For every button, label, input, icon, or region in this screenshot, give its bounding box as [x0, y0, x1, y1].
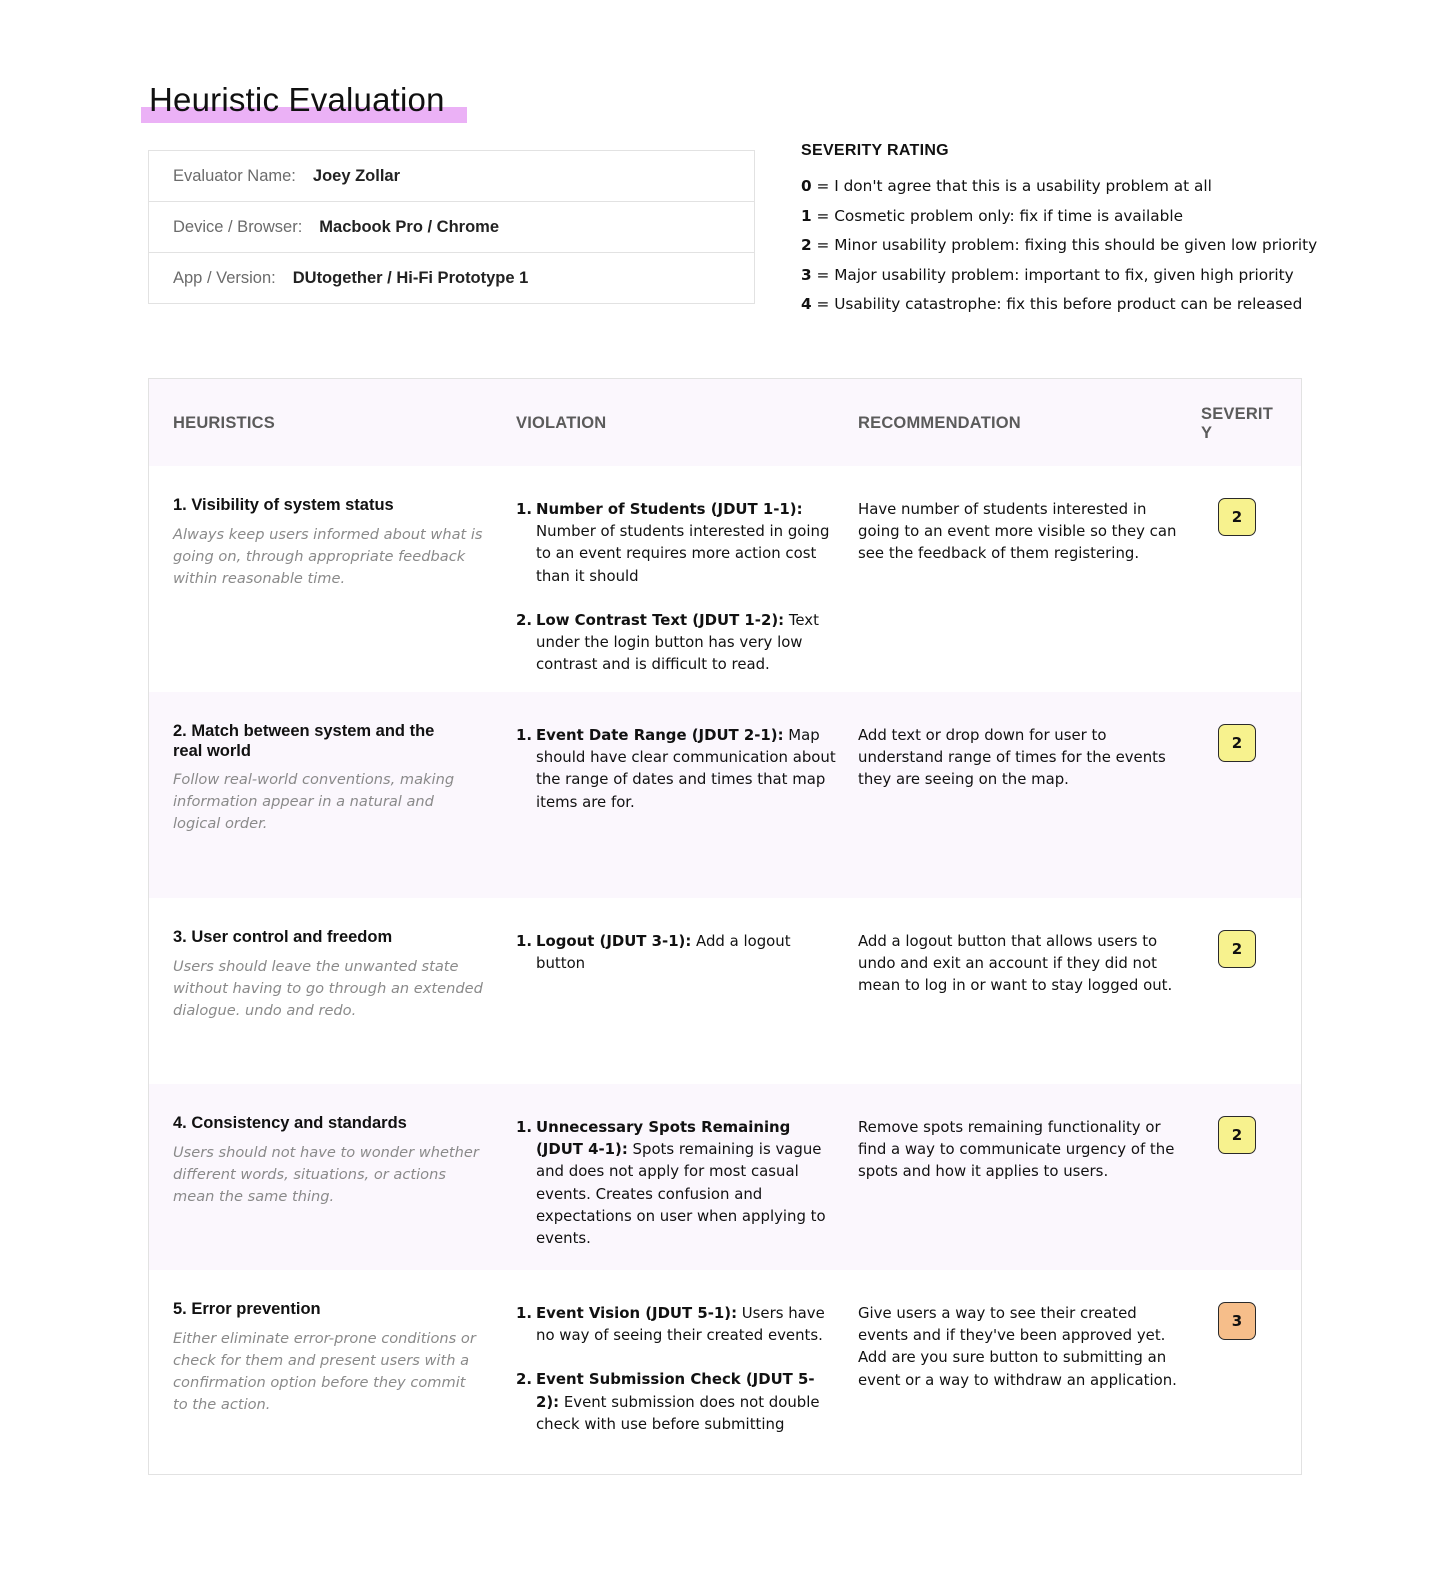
violation-detail: Map should have clear communication about the range of dates and times that map items are for.: [536, 726, 836, 811]
evaluation-info: [148, 150, 755, 304]
severity-level-text: = Usability catastrophe: fix this before product can be released: [811, 295, 1303, 313]
violation-cell: [516, 1116, 836, 1271]
violation-detail: Text under the login button has very low contrast and is difficult to read.: [536, 610, 819, 674]
table-row: [149, 898, 1301, 1084]
violation-item: [516, 1368, 836, 1435]
heuristic-description: Follow real-world conventions, making information appear in a natural and logical order.: [173, 771, 455, 833]
severity-level-num: 4: [801, 295, 812, 313]
violation-text: [536, 609, 836, 676]
violation-label: Unnecessary Spots Remaining (JDUT 4-1):: [536, 1118, 791, 1159]
heuristic-title: 1. Visibility of system status: [173, 496, 394, 514]
heuristic-cell: [173, 722, 483, 836]
violation-item: [516, 930, 836, 974]
violation-number: 2.: [516, 1370, 533, 1389]
violation-item: [516, 1302, 836, 1346]
severity-level: [801, 231, 1321, 261]
violation-detail: Users have no way of seeing their created events.: [536, 1304, 825, 1345]
violation-detail: Spots remaining is vague and does not apply for most casual events. Creates confusion and expectations on user when applying to events.: [536, 1140, 826, 1248]
severity-badge: 2: [1218, 1116, 1256, 1154]
violation-cell: [516, 724, 836, 835]
heuristics-table: [148, 378, 1302, 1475]
violation-text: [536, 930, 796, 974]
heuristic-cell: [173, 496, 483, 590]
header-recommendation: RECOMMENDATION: [858, 414, 1021, 432]
violation-label: Logout (JDUT 3-1):: [536, 932, 692, 950]
heuristic-description: Users should leave the unwanted state without having to go through an extended dialogue. undo and redo.: [173, 957, 483, 1019]
table-row: [149, 1270, 1301, 1474]
recommendation-cell: Add text or drop down for user to understand range of times for the events they are seeing on the map.: [858, 726, 1166, 789]
violation-number: 1.: [516, 500, 533, 518]
violation-number: 2.: [516, 610, 533, 629]
device-value: Macbook Pro / Chrome: [319, 217, 499, 236]
violation-item: [516, 1116, 836, 1249]
severity-badge: 2: [1218, 724, 1256, 762]
heuristic-description: Either eliminate error-prone conditions or check for them and present users with a confirmation option before they commit to the action.: [173, 1329, 476, 1414]
violation-number: 1.: [516, 1304, 533, 1322]
violation-detail: Event submission does not double check with use before submitting: [536, 1392, 820, 1433]
violation-detail: Number of students interested in going to an event requires more action cost than it should: [536, 522, 830, 585]
violation-cell: [516, 498, 836, 697]
severity-badge: 3: [1218, 1302, 1256, 1340]
severity-level-num: 2: [801, 236, 812, 254]
heuristic-title: 3. User control and freedom: [173, 928, 393, 946]
heuristic-title: 4. Consistency and standards: [173, 1114, 407, 1132]
severity-level-num: 0: [801, 177, 812, 195]
app-label: App / Version:: [173, 268, 276, 287]
page-title-wrap: [141, 78, 445, 122]
violation-item: [516, 609, 836, 676]
recommendation-cell: Have number of students interested in going to an event more visible so they can see the feedback of them registering.: [858, 500, 1177, 563]
violation-label: Event Submission Check (JDUT 5-2):: [536, 1370, 815, 1411]
evaluator-value: Joey Zollar: [312, 166, 401, 185]
evaluator-label: Evaluator Name:: [173, 166, 296, 185]
violation-text: [536, 1368, 836, 1435]
table-row: [149, 466, 1301, 692]
page-title: Heuristic Evaluation: [149, 81, 445, 118]
table-header: [149, 379, 1301, 466]
app-row: [149, 253, 754, 303]
severity-badge: 2: [1218, 930, 1256, 968]
severity-legend-title: SEVERITY RATING: [801, 142, 949, 159]
violation-label: Low Contrast Text (JDUT 1-2):: [536, 610, 785, 629]
violation-label: Number of Students (JDUT 1-1):: [536, 500, 803, 518]
header-violation: VIOLATION: [516, 414, 607, 432]
violation-cell: [516, 930, 836, 996]
violation-number: 1.: [516, 1118, 533, 1136]
violation-label: Event Vision (JDUT 5-1):: [536, 1304, 738, 1322]
violation-detail: Add a logout button: [536, 932, 791, 973]
severity-level: [801, 202, 1321, 232]
recommendation-cell: Add a logout button that allows users to undo and exit an account if they did not mean to log in or want to stay logged out.: [858, 932, 1173, 995]
severity-level: [801, 290, 1321, 320]
severity-badge: 2: [1218, 498, 1256, 536]
heuristic-description: Users should not have to wonder whether different words, situations, or actions mean the same thing.: [173, 1143, 479, 1205]
heuristic-title: 5. Error prevention: [173, 1300, 321, 1318]
severity-level-text: = Cosmetic problem only: fix if time is available: [811, 206, 1184, 225]
severity-level: [801, 261, 1321, 291]
heuristic-cell: [173, 1114, 483, 1208]
severity-level-num: 1: [801, 206, 812, 225]
severity-level-num: 3: [801, 265, 812, 284]
violation-label: Event Date Range (JDUT 2-1):: [536, 726, 784, 744]
violation-item: [516, 498, 836, 587]
violation-text: [536, 498, 836, 587]
heuristic-title: 2. Match between system and the real world: [173, 722, 435, 760]
recommendation-cell: Remove spots remaining functionality or find a way to communicate urgency of the spots and how it applies to users.: [858, 1118, 1175, 1181]
severity-level-text: = Minor usability problem: fixing this should be given low priority: [811, 236, 1318, 254]
recommendation-cell: Give users a way to see their created events and if they've been approved yet. Add are you sure button to submitting an event or a way to withdraw an application.: [858, 1304, 1177, 1389]
table-row: [149, 1084, 1301, 1270]
header-severity: SEVERITY: [1201, 405, 1274, 442]
device-row: [149, 202, 754, 253]
evaluator-row: [149, 151, 754, 202]
app-value: DUtogether / Hi-Fi Prototype 1: [292, 268, 529, 287]
violation-cell: [516, 1302, 836, 1457]
header-heuristics: HEURISTICS: [173, 414, 275, 432]
violation-text: [536, 1302, 836, 1346]
severity-level: [801, 172, 1321, 202]
severity-level-text: = I don't agree that this is a usability problem at all: [811, 177, 1212, 195]
heuristic-description: Always keep users informed about what is going on, through appropriate feedback within reasonable time.: [173, 525, 483, 587]
severity-level-text: = Major usability problem: important to fix, given high priority: [811, 265, 1294, 284]
violation-number: 1.: [516, 932, 533, 950]
table-row: [149, 692, 1301, 898]
severity-legend: [801, 138, 1321, 320]
violation-text: [536, 1116, 836, 1249]
violation-item: [516, 724, 836, 813]
violation-text: [536, 724, 836, 813]
heuristic-cell: [173, 1300, 483, 1416]
violation-number: 1.: [516, 726, 533, 744]
device-label: Device / Browser:: [173, 217, 303, 236]
heuristic-cell: [173, 928, 483, 1022]
